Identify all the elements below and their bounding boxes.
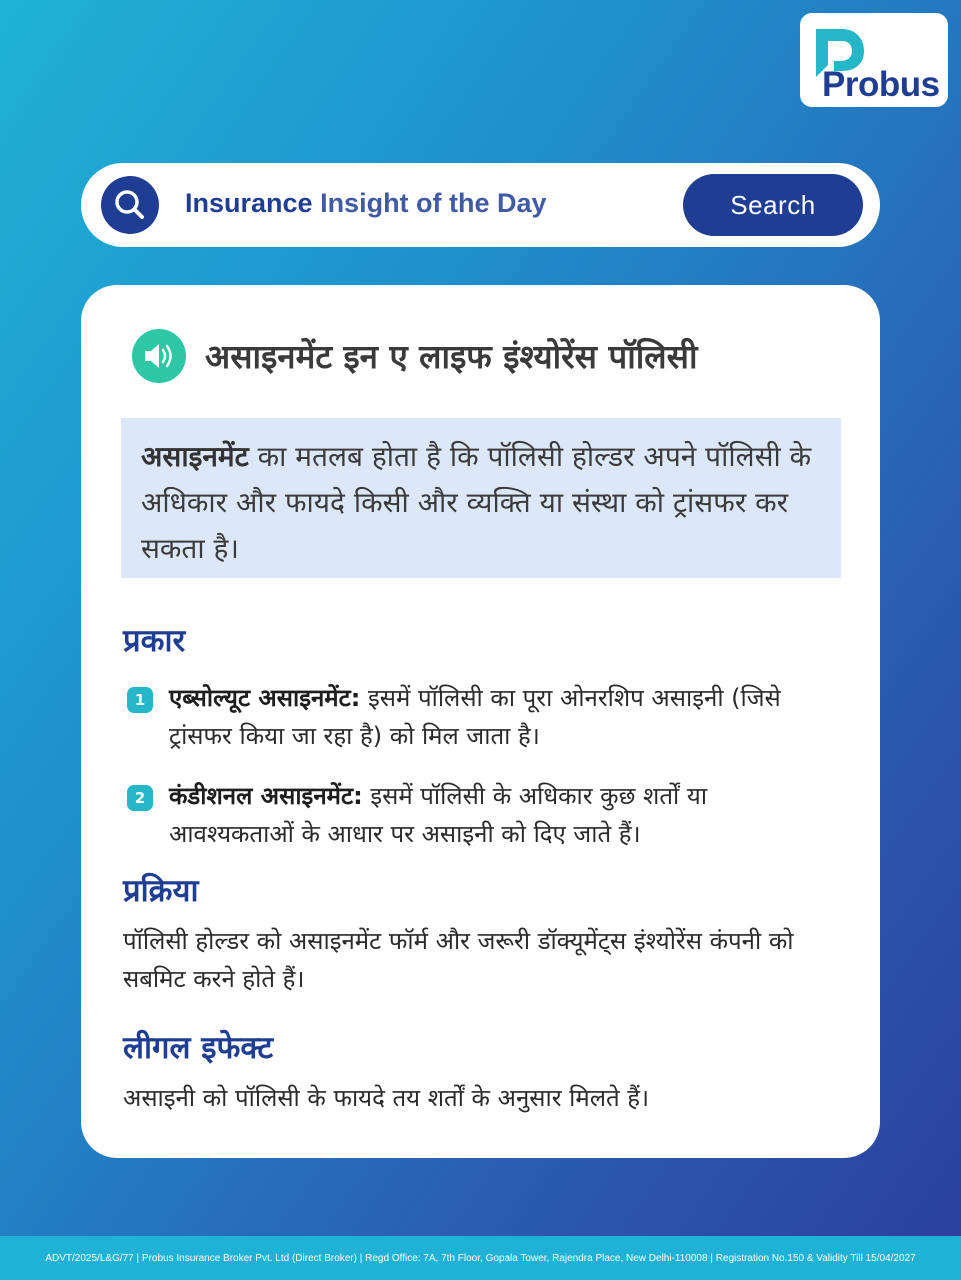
footer-disclaimer: ADVT/2025/L&G/77 | Probus Insurance Broker Pvt. Ltd (Direct Broker) | Regd Office: 7A, 7th Floor, Gopala Tower, Rajendra Place, New Delhi-110008 | Registration No.150 & Validity Till 15/04/2027 (0, 1236, 961, 1280)
search-label-keyword: Insurance (185, 188, 313, 218)
process-text: पॉलिसी होल्डर को असाइनमेंट फॉर्म और जरूरी डॉक्यूमेंट्स इंश्योरेंस कंपनी को सबमिट करने होते हैं। (123, 927, 794, 993)
search-bar[interactable] (81, 163, 880, 247)
definition-text: का मतलब होता है कि पॉलिसी होल्डर अपने पॉलिसी के अधिकार और फायदे किसी और व्यक्ति या संस्था को ट्रांसफर कर सकता है। (141, 440, 812, 565)
definition-keyword: असाइनमेंट (141, 440, 249, 473)
search-label (185, 188, 547, 219)
definition-box (121, 418, 841, 578)
brand-name: Probus (822, 65, 940, 104)
number-badge: 2 (127, 785, 153, 811)
legal-heading: लीगल इफेक्ट (123, 1030, 273, 1066)
legal-text: असाइनी को पॉलिसी के फायदे तय शर्तों के अनुसार मिलते हैं। (123, 1084, 650, 1112)
list-item (127, 679, 827, 755)
list-item-text: इसमें पॉलिसी का पूरा ओनरशिप असाइनी (जिसे ट्रांसफर किया जा रहा है) को मिल जाता है। (169, 684, 781, 750)
probus-logo (800, 13, 948, 107)
process-heading: प्रक्रिया (123, 873, 199, 909)
search-button[interactable]: Search (683, 174, 863, 236)
types-heading: प्रकार (123, 623, 186, 659)
list-item-term: कंडीशनल असाइनमेंट: (169, 782, 363, 810)
search-icon[interactable] (101, 176, 159, 234)
insight-card (81, 285, 880, 1158)
list-item-text: इसमें पॉलिसी के अधिकार कुछ शर्तों या आवश्यकताओं के आधार पर असाइनी को दिए जाते हैं। (169, 782, 708, 848)
list-item (127, 777, 827, 853)
speaker-icon (132, 329, 186, 383)
search-label-rest: Insight of the Day (312, 188, 547, 218)
number-badge: 1 (127, 687, 153, 713)
card-title: असाइनमेंट इन ए लाइफ इंश्योरेंस पॉलिसी (205, 337, 698, 376)
list-item-term: एब्सोल्यूट असाइनमेंट: (169, 684, 361, 712)
